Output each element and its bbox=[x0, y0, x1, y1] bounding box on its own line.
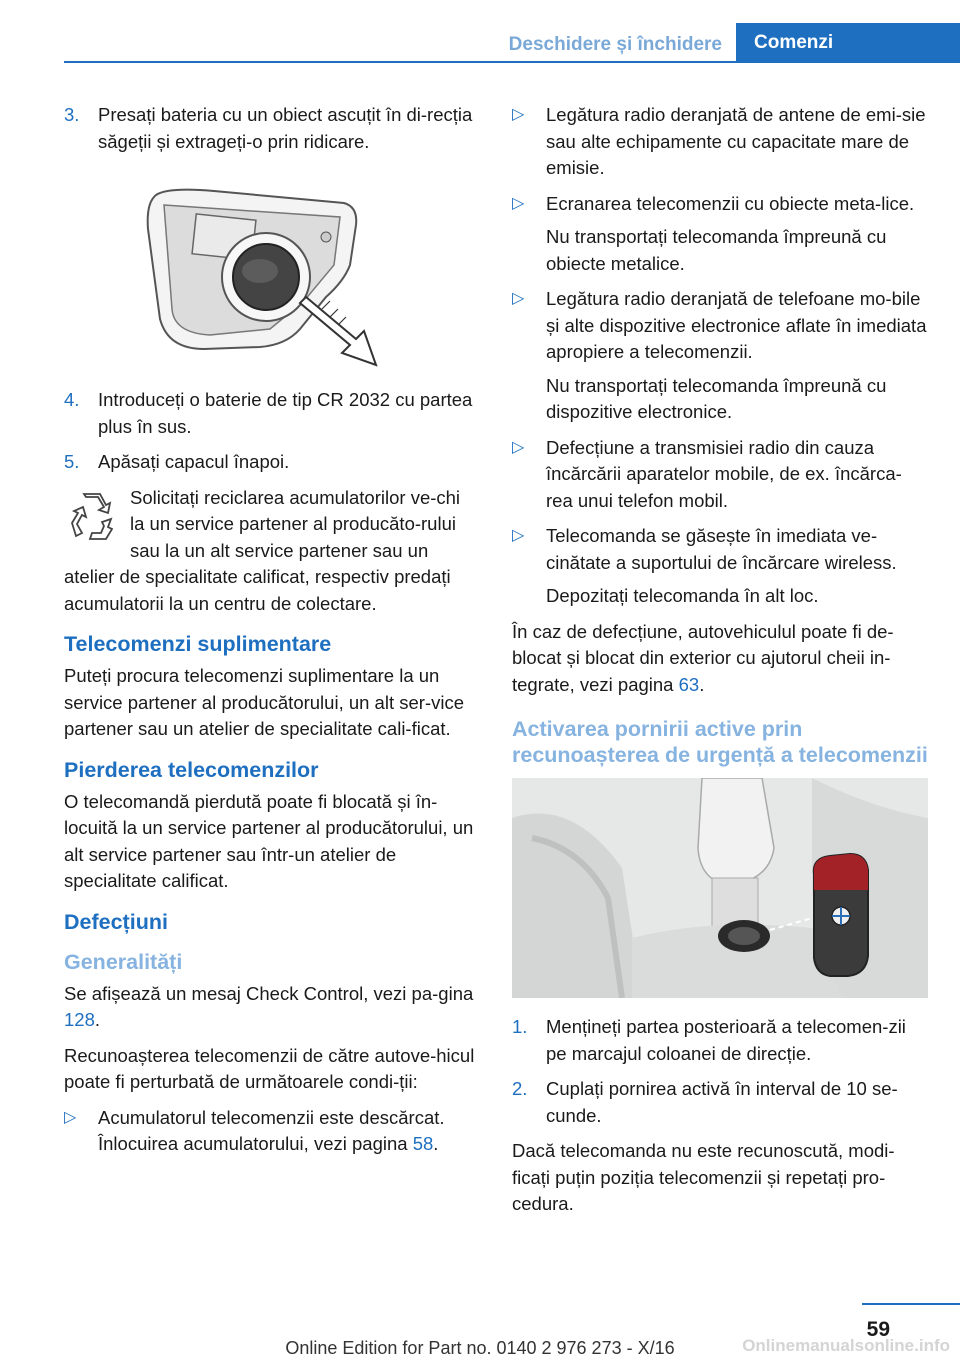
bullet-subtext: Nu transportați telecomanda împreună cu dispozitive electronice. bbox=[546, 374, 887, 422]
step-text: Presați bateria cu un obiect ascuțit în di-recția săgeții și extrageți-o prin ridicare. bbox=[98, 104, 473, 152]
step-number: 2. bbox=[512, 1078, 528, 1099]
bullet-text: Legătura radio deranjată de telefoane mo-bile și alte dispozitive electronice aflate în imediata apropiere a telecomenzii. bbox=[546, 288, 927, 362]
bullet-text: Legătura radio deranjată de antene de emi-sie sau alte echipamente cu capacitate mare de emisie. bbox=[546, 104, 926, 178]
step-text: Apăsați capacul înapoi. bbox=[98, 451, 290, 472]
page-number: 59 bbox=[866, 1318, 890, 1341]
heading-extra-remotes: Telecomenzi suplimentare bbox=[64, 632, 332, 656]
bullet-metal-shielding bbox=[512, 191, 928, 278]
bullet-battery-discharged bbox=[64, 1105, 478, 1158]
bullet-subtext: Depozitați telecomanda în alt loc. bbox=[546, 585, 819, 606]
header-rule bbox=[64, 61, 960, 63]
bullet-triangle-icon: ▷ bbox=[512, 527, 525, 544]
right-column bbox=[512, 102, 928, 1227]
bullet-triangle-icon: ▷ bbox=[512, 106, 525, 123]
lost-remotes-text: O telecomandă pierdută poate fi blocată și în-locuită la un service partener al producătorului, un alt service partener sau într-un atelier de specialitate calificat. bbox=[64, 790, 474, 891]
bullet-subtext: Nu transportați telecomanda împreună cu obiecte metalice. bbox=[546, 226, 887, 274]
step-1 bbox=[512, 1014, 928, 1067]
footer-rule bbox=[862, 1303, 960, 1305]
recycle-note-text: Solicitați reciclarea acumulatorilor ve-chi la un service partener al producăto-rului sau la un alt service partener sau un atelier de specialitate calificat, respectiv predați acumulatorii la un centru de colectare. bbox=[64, 486, 461, 614]
bullet-triangle-icon: ▷ bbox=[64, 1108, 77, 1126]
bullet-text: Acumulatorul telecomenzii este descărcat. Înlocuirea acumulatorului, vezi pagina bbox=[98, 1106, 445, 1154]
bullet-text: Defecțiune a transmisiei radio din cauza încărcării aparatelor mobile, de ex. încărca-rea unui telefon mobil. bbox=[546, 436, 902, 511]
step-number: 3. bbox=[64, 104, 80, 125]
step-text: Mențineți partea posterioară a telecomen-zii pe marcajul coloanei de direcție. bbox=[546, 1016, 906, 1064]
bullet-wireless-charger bbox=[512, 523, 928, 610]
bullet-text-end: . bbox=[433, 1133, 439, 1154]
page-link-128[interactable]: 128 bbox=[64, 1009, 95, 1030]
bullet-triangle-icon: ▷ bbox=[512, 290, 525, 307]
step-5 bbox=[64, 449, 478, 476]
step-text: Cuplați pornirea activă în interval de 10 se-cunde. bbox=[546, 1078, 898, 1126]
heading-emergency-start: Activarea pornirii active prin recunoașterea de urgență a telecomenzii bbox=[512, 717, 928, 767]
page-link-63[interactable]: 63 bbox=[678, 673, 700, 695]
heading-lost-remotes: Pierderea telecomenzilor bbox=[64, 757, 319, 782]
page-link-58[interactable]: 58 bbox=[412, 1133, 434, 1154]
step-number: 1. bbox=[512, 1016, 528, 1037]
fault-unlock-text bbox=[512, 619, 928, 699]
bullet-text: Telecomanda se găsește în imediata ve-cinătate a suportului de încărcare wireless. bbox=[546, 525, 897, 573]
recycle-icon bbox=[64, 489, 120, 545]
header-chapter-tab: Comenzi bbox=[736, 23, 960, 63]
heading-general: Generalități bbox=[64, 949, 183, 974]
bullet-triangle-icon: ▷ bbox=[512, 438, 525, 456]
fault-unlock-end: . bbox=[699, 673, 705, 695]
battery-removal-illustration bbox=[64, 169, 478, 379]
bullet-text: Ecranarea telecomenzii cu obiecte meta-lice. bbox=[546, 192, 915, 214]
fault-unlock-body: În caz de defecțiune, autovehiculul poate fi de-blocat și blocat din exterior cu ajutorul cheii in-tegrate, vezi pagina bbox=[512, 620, 894, 695]
bullet-charging-interference bbox=[512, 435, 928, 515]
step-2 bbox=[512, 1076, 928, 1129]
header-section-title: Deschidere și închidere bbox=[508, 34, 722, 55]
bullet-radio-antennas bbox=[512, 102, 928, 182]
step-number: 4. bbox=[64, 389, 80, 410]
step-4 bbox=[64, 387, 478, 440]
recycle-note bbox=[64, 485, 478, 618]
heading-faults: Defecțiuni bbox=[64, 909, 168, 934]
general-text-body: Se afișează un mesaj Check Control, vezi pa-gina bbox=[64, 982, 474, 1004]
bullet-mobile-phones bbox=[512, 286, 928, 426]
general-text bbox=[64, 981, 478, 1034]
watermark: Onlinemanualsonline.info bbox=[742, 1336, 950, 1355]
steering-column-key-illustration bbox=[512, 778, 928, 998]
recognition-text: Recunoașterea telecomenzii de către autove-hicul poate fi perturbată de următoarele condi-ții: bbox=[64, 1044, 475, 1092]
step-text: Introduceți o baterie de tip CR 2032 cu partea plus în sus. bbox=[98, 389, 473, 437]
step-3 bbox=[64, 102, 478, 155]
step-number: 5. bbox=[64, 451, 80, 472]
not-recognized-text: Dacă telecomanda nu este recunoscută, modi-ficați puțin poziția telecomenzii și repetați pro-cedura. bbox=[512, 1140, 895, 1214]
general-text-end: . bbox=[94, 1009, 101, 1030]
extra-remotes-text: Puteți procura telecomenzi suplimentare la un service partener al producătorului, un alt ser-vice partener sau un atelier de specialitate cali-ficat. bbox=[64, 665, 464, 739]
edition-note: Online Edition for Part no. 0140 2 976 273 - X/16 bbox=[285, 1338, 675, 1358]
bullet-triangle-icon: ▷ bbox=[512, 194, 525, 212]
left-column bbox=[64, 102, 478, 1167]
